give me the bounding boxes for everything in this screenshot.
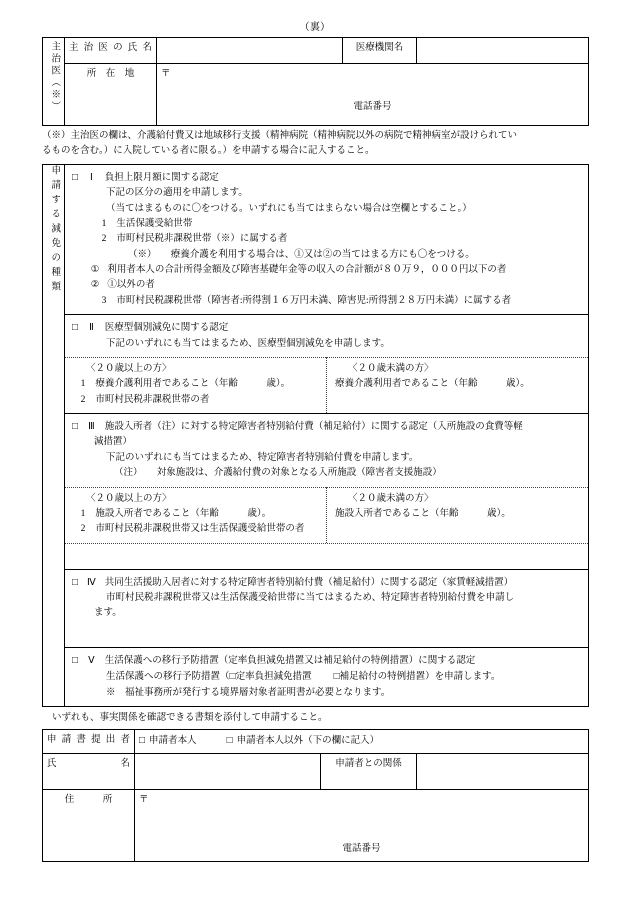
section-1	[65, 165, 588, 314]
section-5-title: 生活保護への移行予防措置（定率負担減免措置又は補足給付の特例措置）に関する認定	[104, 655, 476, 666]
section-1-item-2-text: 市町村民税非課税世帯（※）に属する者	[116, 234, 288, 245]
section-1-circled-item-1-text: 利用者本人の合計所得金額及び障害基礎年金等の収入の合計額が８０万９，０００円以下の者	[107, 265, 507, 275]
section-1-desc-line-2: （当てはまるものに〇をつける。いずれにも当てはまらない場合は空欄とすること。）	[106, 203, 472, 214]
section-2-minor-column	[327, 357, 589, 413]
section-2-minor-item-1[interactable]: 療養介護利用者であること（年齢 歳）。	[335, 379, 530, 390]
medical-institution-input[interactable]	[417, 38, 589, 64]
section-2-adult-item-1-number: 1	[80, 379, 86, 390]
section-5-apply-suffix: ）を申請します。	[425, 672, 501, 683]
section-1-circled-item-1[interactable]	[72, 263, 583, 278]
section-5-apply-line	[72, 669, 583, 685]
section-3-numeral: Ⅲ	[88, 422, 95, 432]
submitter-name-row	[43, 754, 589, 790]
doctor-section-vertical-label-text: 主治医（※）	[49, 41, 60, 113]
section-2-checkbox[interactable]: □	[72, 322, 79, 334]
section-5-option-1-checkbox[interactable]: □	[229, 671, 236, 683]
doctor-address-cell[interactable]	[157, 64, 589, 126]
attachment-instruction: いずれも、事実関係を確認できる書類を添付して申請すること。	[52, 712, 328, 723]
section-1-numeral: Ⅰ	[90, 172, 93, 183]
section-5-apply-prefix: 生活保護への移行予防措置（	[106, 672, 230, 683]
submitter-address-row	[43, 790, 589, 862]
section-2-minor-heading: 〈２０歳未満の方〉	[348, 363, 434, 374]
submitter-table	[42, 729, 589, 862]
section-2-adult-item-2-number: 2	[80, 394, 86, 405]
submitter-self-label: 申請者本人	[149, 736, 197, 747]
section-1-title: 負担上限月額に関する認定	[104, 172, 219, 183]
section-3	[65, 413, 588, 487]
section-3-minor-heading: 〈２０歳未満の方〉	[348, 493, 434, 504]
section-5-option-1-label: 定率負担減免措置	[235, 672, 312, 683]
section-2-numeral: Ⅱ	[89, 323, 94, 334]
section-3-adult-item-2-text: 市町村民税非課税世帯又は生活保護受給世帯の者	[95, 524, 305, 535]
section-1-item-3-number: 3	[101, 295, 107, 306]
section-1-item-1[interactable]	[72, 217, 583, 232]
doctor-section-vertical-label	[43, 38, 65, 126]
section-2-adult-heading: 〈２０歳以上の方〉	[86, 363, 172, 374]
section-2-adult-item-2-text: 市町村民税非課税世帯の者	[95, 394, 210, 405]
section-3-adult-heading: 〈２０歳以上の方〉	[86, 493, 172, 504]
section-1-item-2[interactable]	[72, 232, 583, 247]
section-3-checkbox[interactable]: □	[72, 421, 79, 432]
doctor-name-label: 主治医の氏名	[65, 38, 157, 64]
section-2-adult-item-1-text: 療養介護利用者であること（年齢 歳）。	[95, 379, 291, 390]
reduction-types-vertical-label	[43, 164, 65, 706]
section-2-age-split	[65, 357, 588, 413]
section-1-item-1-number: 1	[101, 218, 107, 229]
relationship-input[interactable]	[417, 754, 589, 790]
submitter-name-label: 氏 名	[43, 754, 135, 790]
section-2-adult-item-2[interactable]	[73, 393, 322, 408]
submitter-address-cell[interactable]	[135, 790, 589, 862]
submitter-label: 申請書提出者	[43, 730, 135, 754]
section-4-title: 共同生活援助入居者に対する特定障害者特別給付費（補足給付）に関する認定（家賃軽減措置）	[104, 577, 514, 588]
section-5-numeral: Ⅴ	[88, 655, 95, 666]
section-3-adult-item-1-text: 施設入所者であること（年齢 歳）。	[95, 508, 272, 519]
section-1-item-3-text: 市町村民税課税世帯（障害者:所得割１６万円未満、障害児:所得割２８万円未満）に属する者	[116, 295, 512, 306]
section-5-heading	[72, 653, 583, 669]
section-4-heading	[72, 575, 583, 591]
section-1-item-2-number: 2	[101, 234, 107, 245]
section-1-item-3[interactable]	[72, 294, 583, 309]
doctor-tel-label: 電話番号	[353, 101, 392, 112]
section-2-desc-line-1: 下記のいずれにも当てはまるため、医療型個別減免を申請します。	[106, 338, 390, 349]
section-1-circled-item-2[interactable]	[72, 278, 583, 293]
relationship-label: 申請者との関係	[321, 754, 417, 790]
section-1-desc-line-1: 下記の区分の適用を申請します。	[106, 188, 248, 199]
section-3-age-split	[65, 487, 588, 543]
section-3-spacer	[65, 543, 588, 569]
submitter-other-checkbox[interactable]: □	[226, 735, 233, 747]
section-1-heading	[72, 170, 583, 186]
section-2-adult-item-1[interactable]	[73, 377, 322, 392]
section-3-note: （注） 対象施設は、介護給付費の対象となる入所施設（障害者支援施設）	[114, 468, 442, 479]
section-5-footnote: ※ 福祉事務所が発行する境界層対象者証明書が必要となります。	[106, 687, 391, 698]
reduction-types-content	[65, 164, 589, 706]
postal-code-symbol: 〒	[161, 69, 171, 79]
section-1-sub-note: （※） 療養介護を利用する場合は、①又は②の当てはまる方にも〇をつける。	[128, 249, 475, 260]
section-3-heading	[72, 419, 583, 435]
section-5	[65, 647, 588, 706]
submitter-postal-code-symbol: 〒	[139, 795, 149, 806]
submitter-options-cell	[135, 730, 589, 754]
submitter-address-label: 住 所	[43, 790, 135, 862]
section-1-item-1-text: 生活保護受給世帯	[116, 218, 193, 229]
section-4-numeral: Ⅳ	[87, 577, 96, 588]
submitter-type-row	[43, 730, 589, 754]
section-3-minor-column	[327, 487, 589, 543]
section-3-adult-item-2[interactable]	[73, 522, 322, 537]
medical-institution-label: 医療機関名	[343, 38, 417, 64]
doctor-name-input[interactable]	[157, 38, 343, 64]
submitter-other-label: 申請者本人以外（下の欄に記入）	[236, 736, 380, 747]
attending-doctor-note	[42, 126, 588, 164]
section-2-heading	[72, 320, 583, 336]
section-3-desc-line-1: 下記のいずれにも当てはまるため、特定障害者特別給付費を申請します。	[106, 452, 419, 463]
section-3-minor-item-1[interactable]: 施設入所者であること（年齢 歳）。	[335, 508, 511, 519]
section-1-circled-item-1-number: ①	[90, 265, 100, 275]
submitter-name-input[interactable]	[135, 754, 321, 790]
section-2-title: 医療型個別減免に関する認定	[104, 323, 229, 334]
section-1-circled-item-2-text: ①以外の者	[107, 280, 155, 291]
attending-doctor-table	[42, 37, 589, 126]
reduction-types-vertical-label-text: 申請する減免の種類	[49, 164, 60, 296]
section-2	[65, 314, 588, 357]
section-5-checkbox[interactable]: □	[72, 654, 79, 666]
section-2-adult-column	[65, 357, 327, 413]
doctor-address-label: 所 在 地	[65, 64, 157, 126]
submitter-tel-label: 電話番号	[342, 843, 381, 854]
attending-doctor-note-line2: るものを含む。）に入院している者に限る。）を申請する場合に記入すること。	[42, 146, 375, 157]
section-1-checkbox[interactable]: □	[72, 171, 79, 183]
submitter-self-checkbox[interactable]: □	[139, 735, 146, 747]
section-3-adult-column	[65, 487, 327, 543]
doctor-address-row	[43, 64, 589, 126]
page-side-mark: （裏）	[299, 22, 331, 33]
section-3-adult-item-2-number: 2	[80, 524, 86, 535]
doctor-name-row	[43, 38, 589, 64]
section-3-adult-item-1-number: 1	[80, 508, 86, 519]
section-3-adult-item-1[interactable]	[73, 507, 322, 522]
section-5-option-2-label: 補足給付の特例措置	[339, 672, 426, 683]
section-1-circled-item-2-number: ②	[90, 280, 100, 291]
section-3-title-line-2: 減措置）	[94, 437, 133, 448]
attending-doctor-note-line1: （※）主治医の欄は、介護給付費又は地域移行支援（精神病院（精神病院以外の病院で精神病室が設けられてい	[42, 131, 518, 141]
section-4	[65, 569, 588, 647]
section-4-checkbox[interactable]: □	[72, 576, 79, 588]
section-3-title-line-1: 施設入所者（注）に対する特定障害者特別給付費（補足給付）に関する認定（入所施設の食費等軽	[104, 422, 523, 432]
reduction-types-table	[42, 164, 589, 707]
section-5-option-2-checkbox[interactable]: □	[333, 671, 340, 683]
section-4-desc-line-2: ます。	[94, 608, 122, 619]
section-4-desc-line-1: 市町村民税非課税世帯又は生活保護受給世帯に当てはまるため、特定障害者特別給付費を申請し	[106, 593, 515, 603]
